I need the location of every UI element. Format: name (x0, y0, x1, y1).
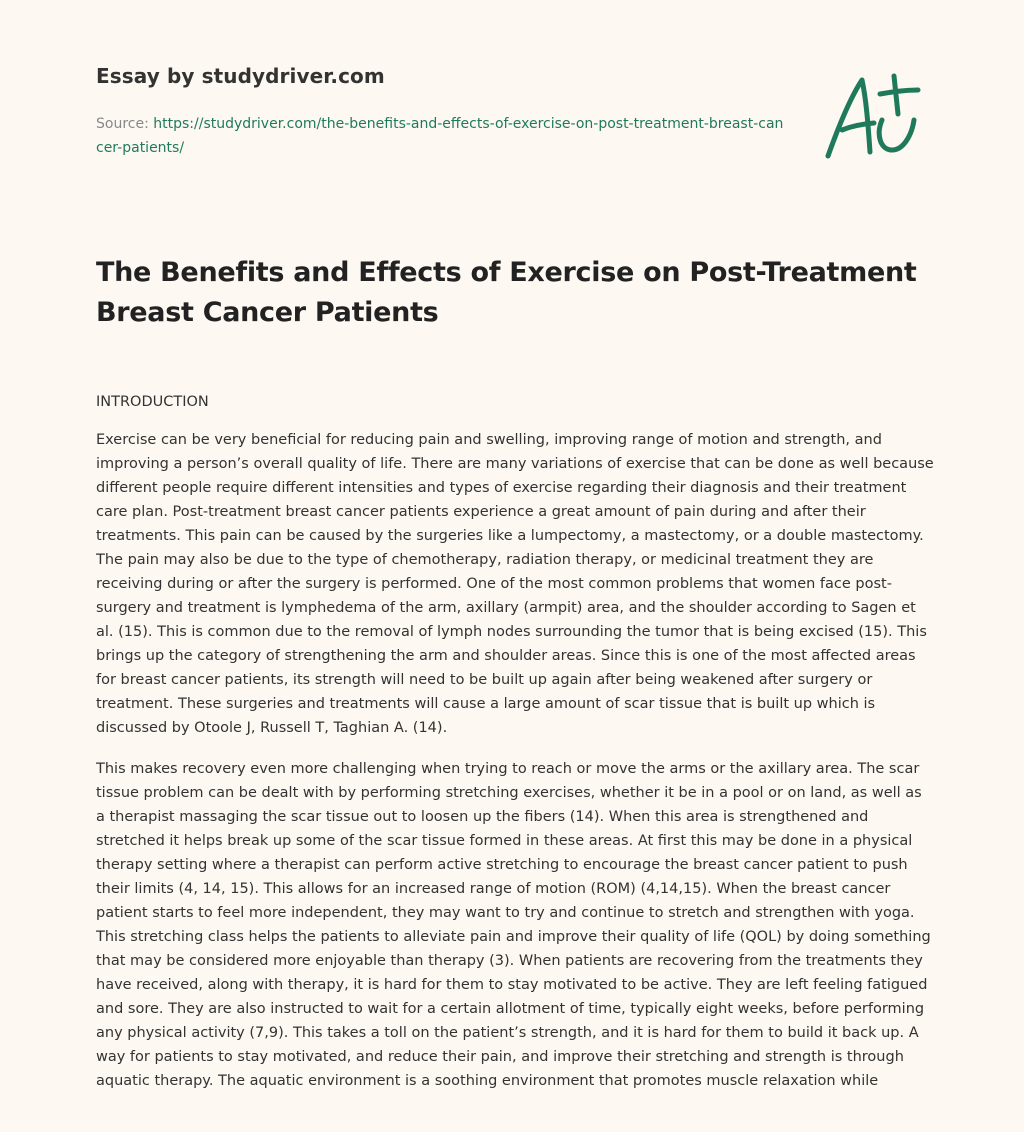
site-brand: Essay by studydriver.com (96, 64, 385, 88)
source-label: Source: (96, 116, 149, 132)
essay-body (96, 428, 934, 1110)
a-plus-logo (820, 68, 930, 164)
essay-paragraph: Exercise can be very beneficial for reducing pain and swelling, improving range of motion and strength, and improving a person’s overall quality of life. There are many variations of exercise that can be done as well because different people require different intensities and types of exercise regarding their diagnosis and their treatment care plan. Post-treatment breast cancer patients experience a great amount of pain during and after their treatments. This pain can be caused by the surgeries like a lumpectomy, a mastectomy, or a double mastectomy. The pain may also be due to the type of chemotherapy, radiation therapy, or medicinal treatment they are receiving during or after the surgery is performed. One of the most common problems that women face post-surgery and treatment is lymphedema of the arm, axillary (armpit) area, and the shoulder according to Sagen et al. (15). This is common due to the removal of lymph nodes surrounding the tumor that is being excised (15). This brings up the category of strengthening the arm and shoulder areas. Since this is one of the most affected areas for breast cancer patients, its strength will need to be built up again after being weakened after surgery or treatment. These surgeries and treatments will cause a large amount of scar tissue that is built up which is discussed by Otoole J, Russell T, Taghian A. (14). (96, 432, 934, 736)
source-link[interactable]: https://studydriver.com/the-benefits-and-effects-of-exercise-on-post-treatment-breast-cancer-patients/ (96, 116, 784, 156)
essay-title: The Benefits and Effects of Exercise on Post-Treatment Breast Cancer Patients (96, 257, 917, 328)
essay-paragraph: This makes recovery even more challenging when trying to reach or move the arms or the axillary area. The scar tissue problem can be dealt with by performing stretching exercises, whether it be in a pool or on land, as well as a therapist massaging the scar tissue out to loosen up the fibers (14). When this area is strengthened and stretched it helps break up some of the scar tissue formed in these areas. At first this may be done in a physical therapy setting where a therapist can perform active stretching to encourage the breast cancer patient to push their limits (4, 14, 15). This allows for an increased range of motion (ROM) (4,14,15). When the breast cancer patient starts to feel more independent, they may want to try and continue to stretch and strengthen with yoga. This stretching class helps the patients to alleviate pain and improve their quality of life (QOL) by doing something that may be considered more enjoyable than therapy (3). When patients are recovering from the treatments they have received, along with therapy, it is hard for them to stay motivated to be active. They are left feeling fatigued and sore. They are also instructed to wait for a certain allotment of time, typically eight weeks, before performing any physical activity (7,9). This takes a toll on the patient’s strength, and it is hard for them to build it back up. A way for patients to stay motivated, and reduce their pain, and improve their stretching and strength is through aquatic therapy. The aquatic environment is a soothing environment that promotes muscle relaxation while (96, 761, 931, 1089)
a-plus-logo-icon (820, 68, 930, 164)
section-heading: INTRODUCTION (96, 394, 209, 410)
source-line (96, 112, 786, 160)
